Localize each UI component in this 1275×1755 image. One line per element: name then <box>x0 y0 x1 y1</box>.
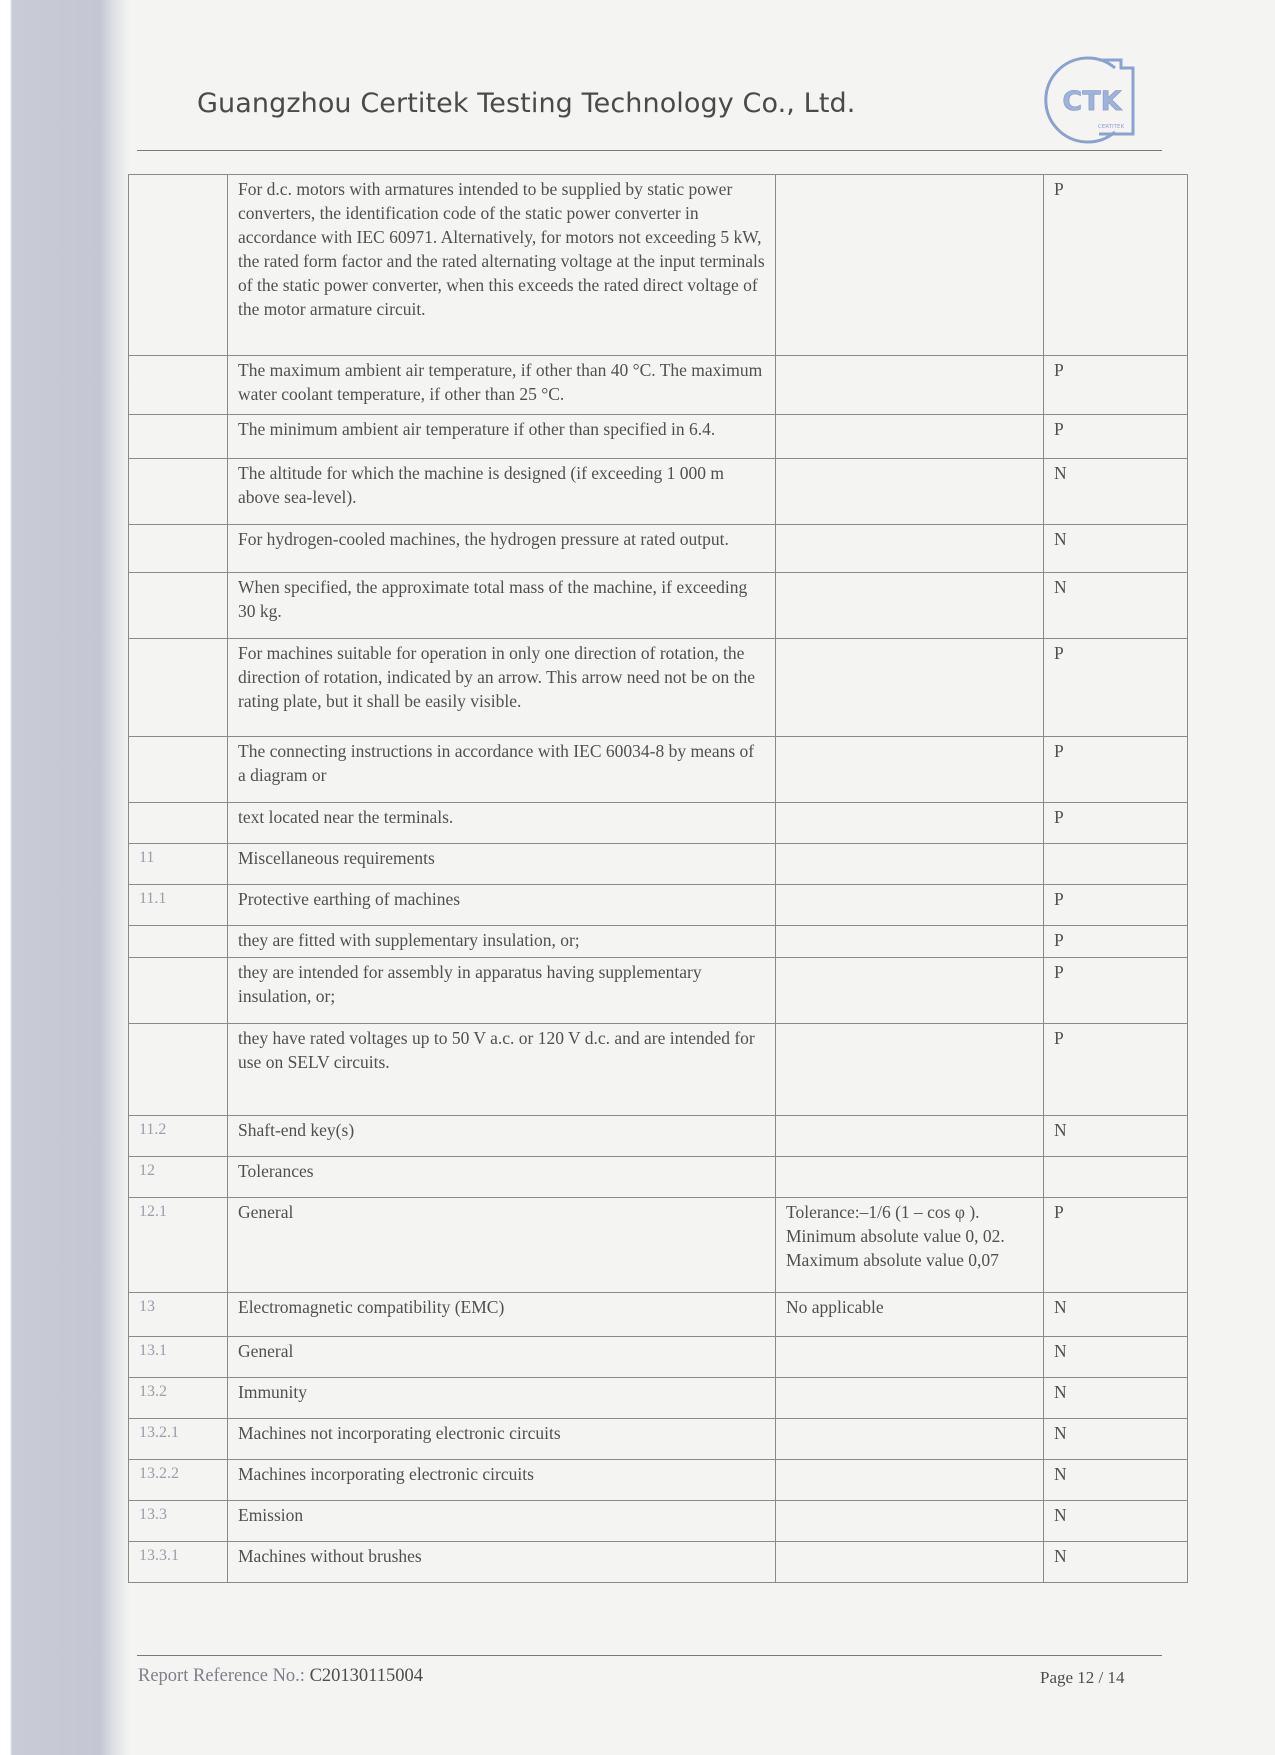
page-number: Page 12 / 14 <box>1040 1668 1125 1687</box>
clause-number: 13.2.2 <box>129 1460 228 1501</box>
clause-number <box>129 415 228 459</box>
table-row <box>129 1460 1188 1501</box>
verdict: P <box>1044 356 1188 415</box>
table-row <box>129 1293 1188 1337</box>
requirement-text: Machines incorporating electronic circuits <box>228 1460 776 1501</box>
verdict: N <box>1044 1378 1188 1419</box>
result-remark <box>776 844 1044 885</box>
clause-number <box>129 459 228 525</box>
clause-number: 13.2.1 <box>129 1419 228 1460</box>
table-row <box>129 958 1188 1024</box>
requirement-text: The connecting instructions in accordance with IEC 60034-8 by means of a diagram or <box>228 737 776 803</box>
verdict: P <box>1044 737 1188 803</box>
clause-number <box>129 1024 228 1116</box>
scan-edge-shadow <box>0 0 130 1755</box>
result-remark <box>776 1501 1044 1542</box>
requirement-text: text located near the terminals. <box>228 803 776 844</box>
table-row <box>129 1419 1188 1460</box>
verdict: N <box>1044 1542 1188 1583</box>
company-name: Guangzhou Certitek Testing Technology Co., Ltd. <box>197 88 856 119</box>
result-remark <box>776 1542 1044 1583</box>
table-row <box>129 737 1188 803</box>
clause-table <box>128 174 1188 1583</box>
clause-number <box>129 573 228 639</box>
verdict: N <box>1044 1460 1188 1501</box>
clause-number: 13.2 <box>129 1378 228 1419</box>
result-remark <box>776 356 1044 415</box>
verdict <box>1044 1157 1188 1198</box>
verdict: P <box>1044 639 1188 737</box>
table-row <box>129 459 1188 525</box>
table-row <box>129 1024 1188 1116</box>
result-remark <box>776 737 1044 803</box>
clause-number: 12 <box>129 1157 228 1198</box>
clause-number <box>129 356 228 415</box>
verdict: P <box>1044 1198 1188 1293</box>
result-remark <box>776 459 1044 525</box>
table-row <box>129 926 1188 958</box>
verdict: P <box>1044 958 1188 1024</box>
table-row <box>129 573 1188 639</box>
result-remark <box>776 415 1044 459</box>
requirement-text: Machines not incorporating electronic circuits <box>228 1419 776 1460</box>
ctk-logo <box>1043 52 1143 148</box>
requirement-text: The altitude for which the machine is designed (if exceeding 1 000 m above sea-level). <box>228 459 776 525</box>
report-reference <box>138 1666 423 1687</box>
requirement-text: they are fitted with supplementary insulation, or; <box>228 926 776 958</box>
logo-subtext: CERTITEK <box>1097 124 1125 130</box>
verdict: N <box>1044 1293 1188 1337</box>
report-reference-number: C20130115004 <box>309 1666 423 1686</box>
clause-number <box>129 525 228 573</box>
requirement-text: Protective earthing of machines <box>228 885 776 926</box>
table-row <box>129 525 1188 573</box>
requirement-text: For machines suitable for operation in only one direction of rotation, the direction of rotation, indicated by an arrow. This arrow need not be on the rating plate, but it shall be easily visible. <box>228 639 776 737</box>
table-row <box>129 844 1188 885</box>
clause-number <box>129 175 228 356</box>
table-row <box>129 1542 1188 1583</box>
result-remark <box>776 1460 1044 1501</box>
result-remark <box>776 1337 1044 1378</box>
requirement-text: Immunity <box>228 1378 776 1419</box>
requirement-text: they are intended for assembly in apparatus having supplementary insulation, or; <box>228 958 776 1024</box>
clause-number: 11.2 <box>129 1116 228 1157</box>
table-row <box>129 1116 1188 1157</box>
result-remark <box>776 885 1044 926</box>
verdict: N <box>1044 525 1188 573</box>
verdict: N <box>1044 459 1188 525</box>
table-row <box>129 1198 1188 1293</box>
requirement-text: General <box>228 1198 776 1293</box>
clause-number: 13 <box>129 1293 228 1337</box>
result-remark: No applicable <box>776 1293 1044 1337</box>
verdict: N <box>1044 1116 1188 1157</box>
verdict: P <box>1044 803 1188 844</box>
result-remark <box>776 1024 1044 1116</box>
requirement-text: The maximum ambient air temperature, if other than 40 °C. The maximum water coolant temperature, if other than 25 °C. <box>228 356 776 415</box>
header-rule <box>137 150 1162 151</box>
result-remark <box>776 1157 1044 1198</box>
result-remark <box>776 958 1044 1024</box>
requirement-text: they have rated voltages up to 50 V a.c. or 120 V d.c. and are intended for use on SELV circuits. <box>228 1024 776 1116</box>
verdict: P <box>1044 175 1188 356</box>
requirement-text: Emission <box>228 1501 776 1542</box>
table-row <box>129 1157 1188 1198</box>
verdict: P <box>1044 415 1188 459</box>
report-reference-label: Report Reference No.: <box>138 1666 310 1686</box>
verdict: P <box>1044 1024 1188 1116</box>
requirement-text: Miscellaneous requirements <box>228 844 776 885</box>
requirement-text: When specified, the approximate total mass of the machine, if exceeding 30 kg. <box>228 573 776 639</box>
requirement-text: Tolerances <box>228 1157 776 1198</box>
table-row <box>129 175 1188 356</box>
table-row <box>129 1378 1188 1419</box>
verdict: P <box>1044 926 1188 958</box>
result-remark <box>776 1419 1044 1460</box>
requirement-text: The minimum ambient air temperature if other than specified in 6.4. <box>228 415 776 459</box>
table-row <box>129 1501 1188 1542</box>
clause-number: 11 <box>129 844 228 885</box>
result-remark <box>776 573 1044 639</box>
verdict: N <box>1044 1501 1188 1542</box>
clause-number: 13.1 <box>129 1337 228 1378</box>
table-row <box>129 1337 1188 1378</box>
result-remark <box>776 1378 1044 1419</box>
result-remark <box>776 803 1044 844</box>
verdict: P <box>1044 885 1188 926</box>
result-remark <box>776 926 1044 958</box>
result-remark <box>776 1116 1044 1157</box>
clause-number <box>129 958 228 1024</box>
table-row <box>129 356 1188 415</box>
result-remark <box>776 639 1044 737</box>
logo-text: CTK <box>1062 86 1122 117</box>
table-row <box>129 639 1188 737</box>
clause-number <box>129 737 228 803</box>
verdict: N <box>1044 573 1188 639</box>
verdict <box>1044 844 1188 885</box>
result-remark <box>776 175 1044 356</box>
clause-number <box>129 639 228 737</box>
table-row <box>129 415 1188 459</box>
result-remark: Tolerance:–1/6 (1 – cos φ ). Minimum absolute value 0, 02. Maximum absolute value 0,07 <box>776 1198 1044 1293</box>
clause-number <box>129 926 228 958</box>
clause-number: 11.1 <box>129 885 228 926</box>
requirement-text: For d.c. motors with armatures intended to be supplied by static power converters, the identification code of the static power converter in accordance with IEC 60971. Alternatively, for motors not exceeding 5 kW, the rated form factor and the rated alternating voltage at the input terminals of the static power converter, when this exceeds the rated direct voltage of the motor armature circuit. <box>228 175 776 356</box>
verdict: N <box>1044 1337 1188 1378</box>
clause-number: 13.3.1 <box>129 1542 228 1583</box>
requirement-text: For hydrogen-cooled machines, the hydrogen pressure at rated output. <box>228 525 776 573</box>
result-remark <box>776 525 1044 573</box>
requirement-text: Electromagnetic compatibility (EMC) <box>228 1293 776 1337</box>
requirement-text: Shaft-end key(s) <box>228 1116 776 1157</box>
table-row <box>129 803 1188 844</box>
clause-number: 13.3 <box>129 1501 228 1542</box>
verdict: N <box>1044 1419 1188 1460</box>
requirement-text: General <box>228 1337 776 1378</box>
clause-number: 12.1 <box>129 1198 228 1293</box>
footer-rule <box>137 1655 1162 1656</box>
clause-number <box>129 803 228 844</box>
table-row <box>129 885 1188 926</box>
requirement-text: Machines without brushes <box>228 1542 776 1583</box>
